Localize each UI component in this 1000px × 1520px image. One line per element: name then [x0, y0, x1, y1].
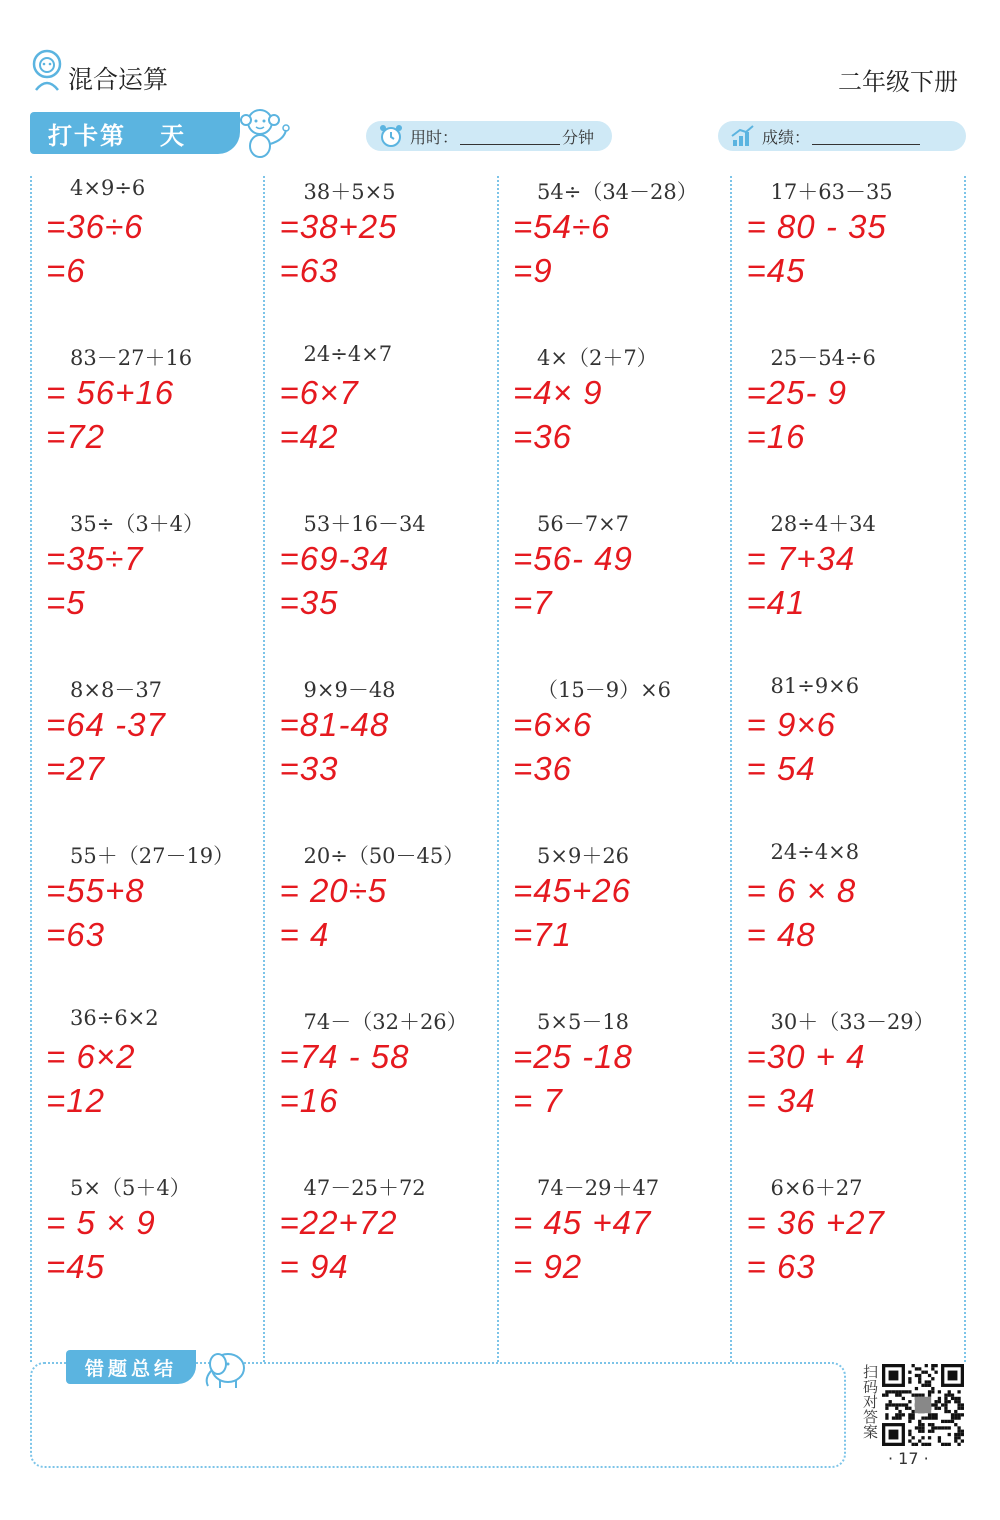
- problem-cell: [30, 1006, 264, 1172]
- answer-step-2: =36: [513, 418, 572, 455]
- problem-expression: 30＋（33－29）: [770, 1010, 935, 1034]
- problem-expression: 5×（5＋4）: [70, 1176, 191, 1200]
- answer-step-2: = 7: [513, 1082, 563, 1119]
- answer-step-1: =35÷7: [46, 540, 144, 577]
- problem-cell: [497, 176, 731, 342]
- checkin-suffix: 天: [160, 121, 186, 150]
- answer-step-1: =74 - 58: [279, 1038, 410, 1075]
- answer-step-1: =25 -18: [513, 1038, 633, 1075]
- problem-expression: 83－27＋16: [70, 346, 193, 370]
- answer-step-1: =69-34: [279, 540, 390, 577]
- answer-step-1: =36÷6: [46, 208, 144, 245]
- answer-step-2: = 34: [746, 1082, 816, 1119]
- problem-expression: 53＋16－34: [303, 512, 426, 536]
- problem-grid: [30, 176, 966, 1362]
- problem-cell: [264, 508, 498, 674]
- problem-cell: [264, 674, 498, 840]
- answer-step-2: =27: [46, 750, 105, 787]
- grade-label: 二年级下册: [838, 68, 958, 96]
- problem-cell: [731, 1172, 965, 1338]
- page-title: 混合运算: [68, 65, 169, 94]
- problem-cell: [497, 674, 731, 840]
- checkin-prefix: 打卡第: [48, 121, 126, 150]
- answer-step-1: = 20÷5: [279, 872, 388, 909]
- problem-expression: 4×（2＋7）: [537, 346, 658, 370]
- answer-step-2: =16: [279, 1082, 339, 1119]
- problem-expression: 38＋5×5: [303, 180, 396, 204]
- problem-expression: 8×8－37: [70, 678, 163, 702]
- problem-cell: [731, 674, 965, 840]
- answer-step-1: =81-48: [279, 706, 390, 743]
- answer-step-2: =72: [46, 418, 105, 455]
- answer-step-1: = 45 +47: [513, 1204, 652, 1241]
- answer-step-1: =22+72: [279, 1204, 398, 1241]
- answer-step-1: = 36 +27: [746, 1204, 885, 1241]
- problem-expression: 6×6＋27: [770, 1176, 863, 1200]
- answer-step-2: = 4: [279, 916, 330, 953]
- answer-step-2: =6: [46, 252, 86, 289]
- problem-cell: [30, 342, 264, 508]
- problem-cell: [731, 840, 965, 1006]
- score-label: 成绩：: [762, 127, 811, 147]
- problem-cell: [497, 342, 731, 508]
- alarm-clock-icon: [378, 124, 404, 148]
- problem-expression: 24÷4×7: [303, 342, 393, 366]
- page-number: · 17 ·: [888, 1449, 929, 1468]
- problem-cell: [264, 1172, 498, 1338]
- problem-cell: [497, 1172, 731, 1338]
- problem-expression: 81÷9×6: [770, 674, 860, 698]
- answer-step-2: =35: [279, 584, 339, 621]
- problem-cell: [497, 840, 731, 1006]
- elephant-icon: [198, 1346, 254, 1390]
- answer-step-2: =45: [746, 252, 806, 289]
- answer-step-2: =63: [46, 916, 105, 953]
- answer-step-1: =45+26: [513, 872, 631, 909]
- answer-step-2: = 92: [513, 1248, 583, 1285]
- answer-step-1: =4× 9: [513, 374, 603, 411]
- problem-cell: [497, 1006, 731, 1172]
- problem-expression: 35÷（3＋4）: [70, 512, 205, 536]
- answer-step-1: = 6 × 8: [746, 872, 857, 909]
- problem-expression: 55＋（27－19）: [70, 844, 235, 868]
- answer-step-2: =12: [46, 1082, 105, 1119]
- answer-step-2: = 54: [746, 750, 816, 787]
- answer-step-1: = 80 - 35: [746, 208, 887, 245]
- problem-cell: [30, 840, 264, 1006]
- qr-label: 扫码对答案: [861, 1364, 879, 1439]
- answer-step-1: =30 + 4: [746, 1038, 866, 1075]
- problem-cell: [264, 840, 498, 1006]
- answer-step-1: = 9×6: [746, 706, 836, 743]
- problem-expression: 56－7×7: [537, 512, 630, 536]
- problem-expression: 5×9＋26: [537, 844, 630, 868]
- monkey-icon: [232, 104, 292, 160]
- answer-step-1: = 6×2: [46, 1038, 136, 1075]
- answer-step-2: =45: [46, 1248, 105, 1285]
- problem-expression: 17＋63－35: [770, 180, 893, 204]
- answer-step-1: =38+25: [279, 208, 398, 245]
- qr-code-icon[interactable]: [882, 1364, 964, 1446]
- answer-step-2: =41: [746, 584, 806, 621]
- problem-expression: （15－9）×6: [537, 678, 672, 702]
- lion-logo-icon: [28, 48, 66, 92]
- checkin-banner: [30, 112, 240, 154]
- answer-step-1: =54÷6: [513, 208, 611, 245]
- problem-expression: 28÷4＋34: [770, 512, 876, 536]
- time-field: [366, 121, 612, 151]
- time-label: 用时：: [410, 127, 459, 147]
- problem-cell: [731, 342, 965, 508]
- problem-expression: 4×9÷6: [70, 176, 146, 200]
- time-input-line[interactable]: [460, 128, 560, 145]
- problem-expression: 20÷（50－45）: [303, 844, 465, 868]
- answer-step-1: =64 -37: [46, 706, 166, 743]
- answer-step-2: = 94: [279, 1248, 349, 1285]
- problem-cell: [731, 176, 965, 342]
- answer-step-1: =56- 49: [513, 540, 633, 577]
- answer-step-2: =16: [746, 418, 806, 455]
- problem-expression: 24÷4×8: [770, 840, 860, 864]
- problem-cell: [30, 176, 264, 342]
- problem-cell: [731, 508, 965, 674]
- answer-step-2: = 48: [746, 916, 816, 953]
- answer-step-1: = 7+34: [746, 540, 856, 577]
- mistake-summary-label: 错题总结: [66, 1350, 196, 1384]
- problem-expression: 36÷6×2: [70, 1006, 159, 1030]
- problem-cell: [264, 1006, 498, 1172]
- answer-step-2: =42: [279, 418, 339, 455]
- problem-cell: [30, 508, 264, 674]
- answer-step-2: =5: [46, 584, 86, 621]
- answer-step-2: =33: [279, 750, 339, 787]
- problem-cell: [264, 342, 498, 508]
- answer-step-1: =6×7: [279, 374, 359, 411]
- problem-cell: [731, 1006, 965, 1172]
- answer-step-2: =9: [513, 252, 553, 289]
- answer-step-1: =55+8: [46, 872, 145, 909]
- problem-expression: 47－25＋72: [303, 1176, 426, 1200]
- problem-cell: [30, 674, 264, 840]
- score-input-line[interactable]: [812, 128, 920, 145]
- answer-step-1: = 56+16: [46, 374, 175, 411]
- answer-step-1: =6×6: [513, 706, 593, 743]
- problem-expression: 25－54÷6: [770, 346, 876, 370]
- answer-step-1: = 5 × 9: [46, 1204, 156, 1241]
- score-field: [718, 121, 966, 151]
- problem-expression: 5×5－18: [537, 1010, 630, 1034]
- answer-step-2: =71: [513, 916, 572, 953]
- answer-step-2: =7: [513, 584, 553, 621]
- problem-expression: 74－29＋47: [537, 1176, 660, 1200]
- problem-cell: [497, 508, 731, 674]
- answer-step-2: = 63: [746, 1248, 816, 1285]
- answer-step-2: =63: [279, 252, 339, 289]
- answer-step-2: =36: [513, 750, 572, 787]
- bar-chart-icon: [730, 124, 756, 148]
- problem-expression: 54÷（34－28）: [537, 180, 698, 204]
- time-unit: 分钟: [562, 127, 595, 147]
- problem-expression: 9×9－48: [303, 678, 396, 702]
- answer-step-1: =25- 9: [746, 374, 847, 411]
- problem-cell: [264, 176, 498, 342]
- problem-cell: [30, 1172, 264, 1338]
- problem-expression: 74－（32＋26）: [303, 1010, 468, 1034]
